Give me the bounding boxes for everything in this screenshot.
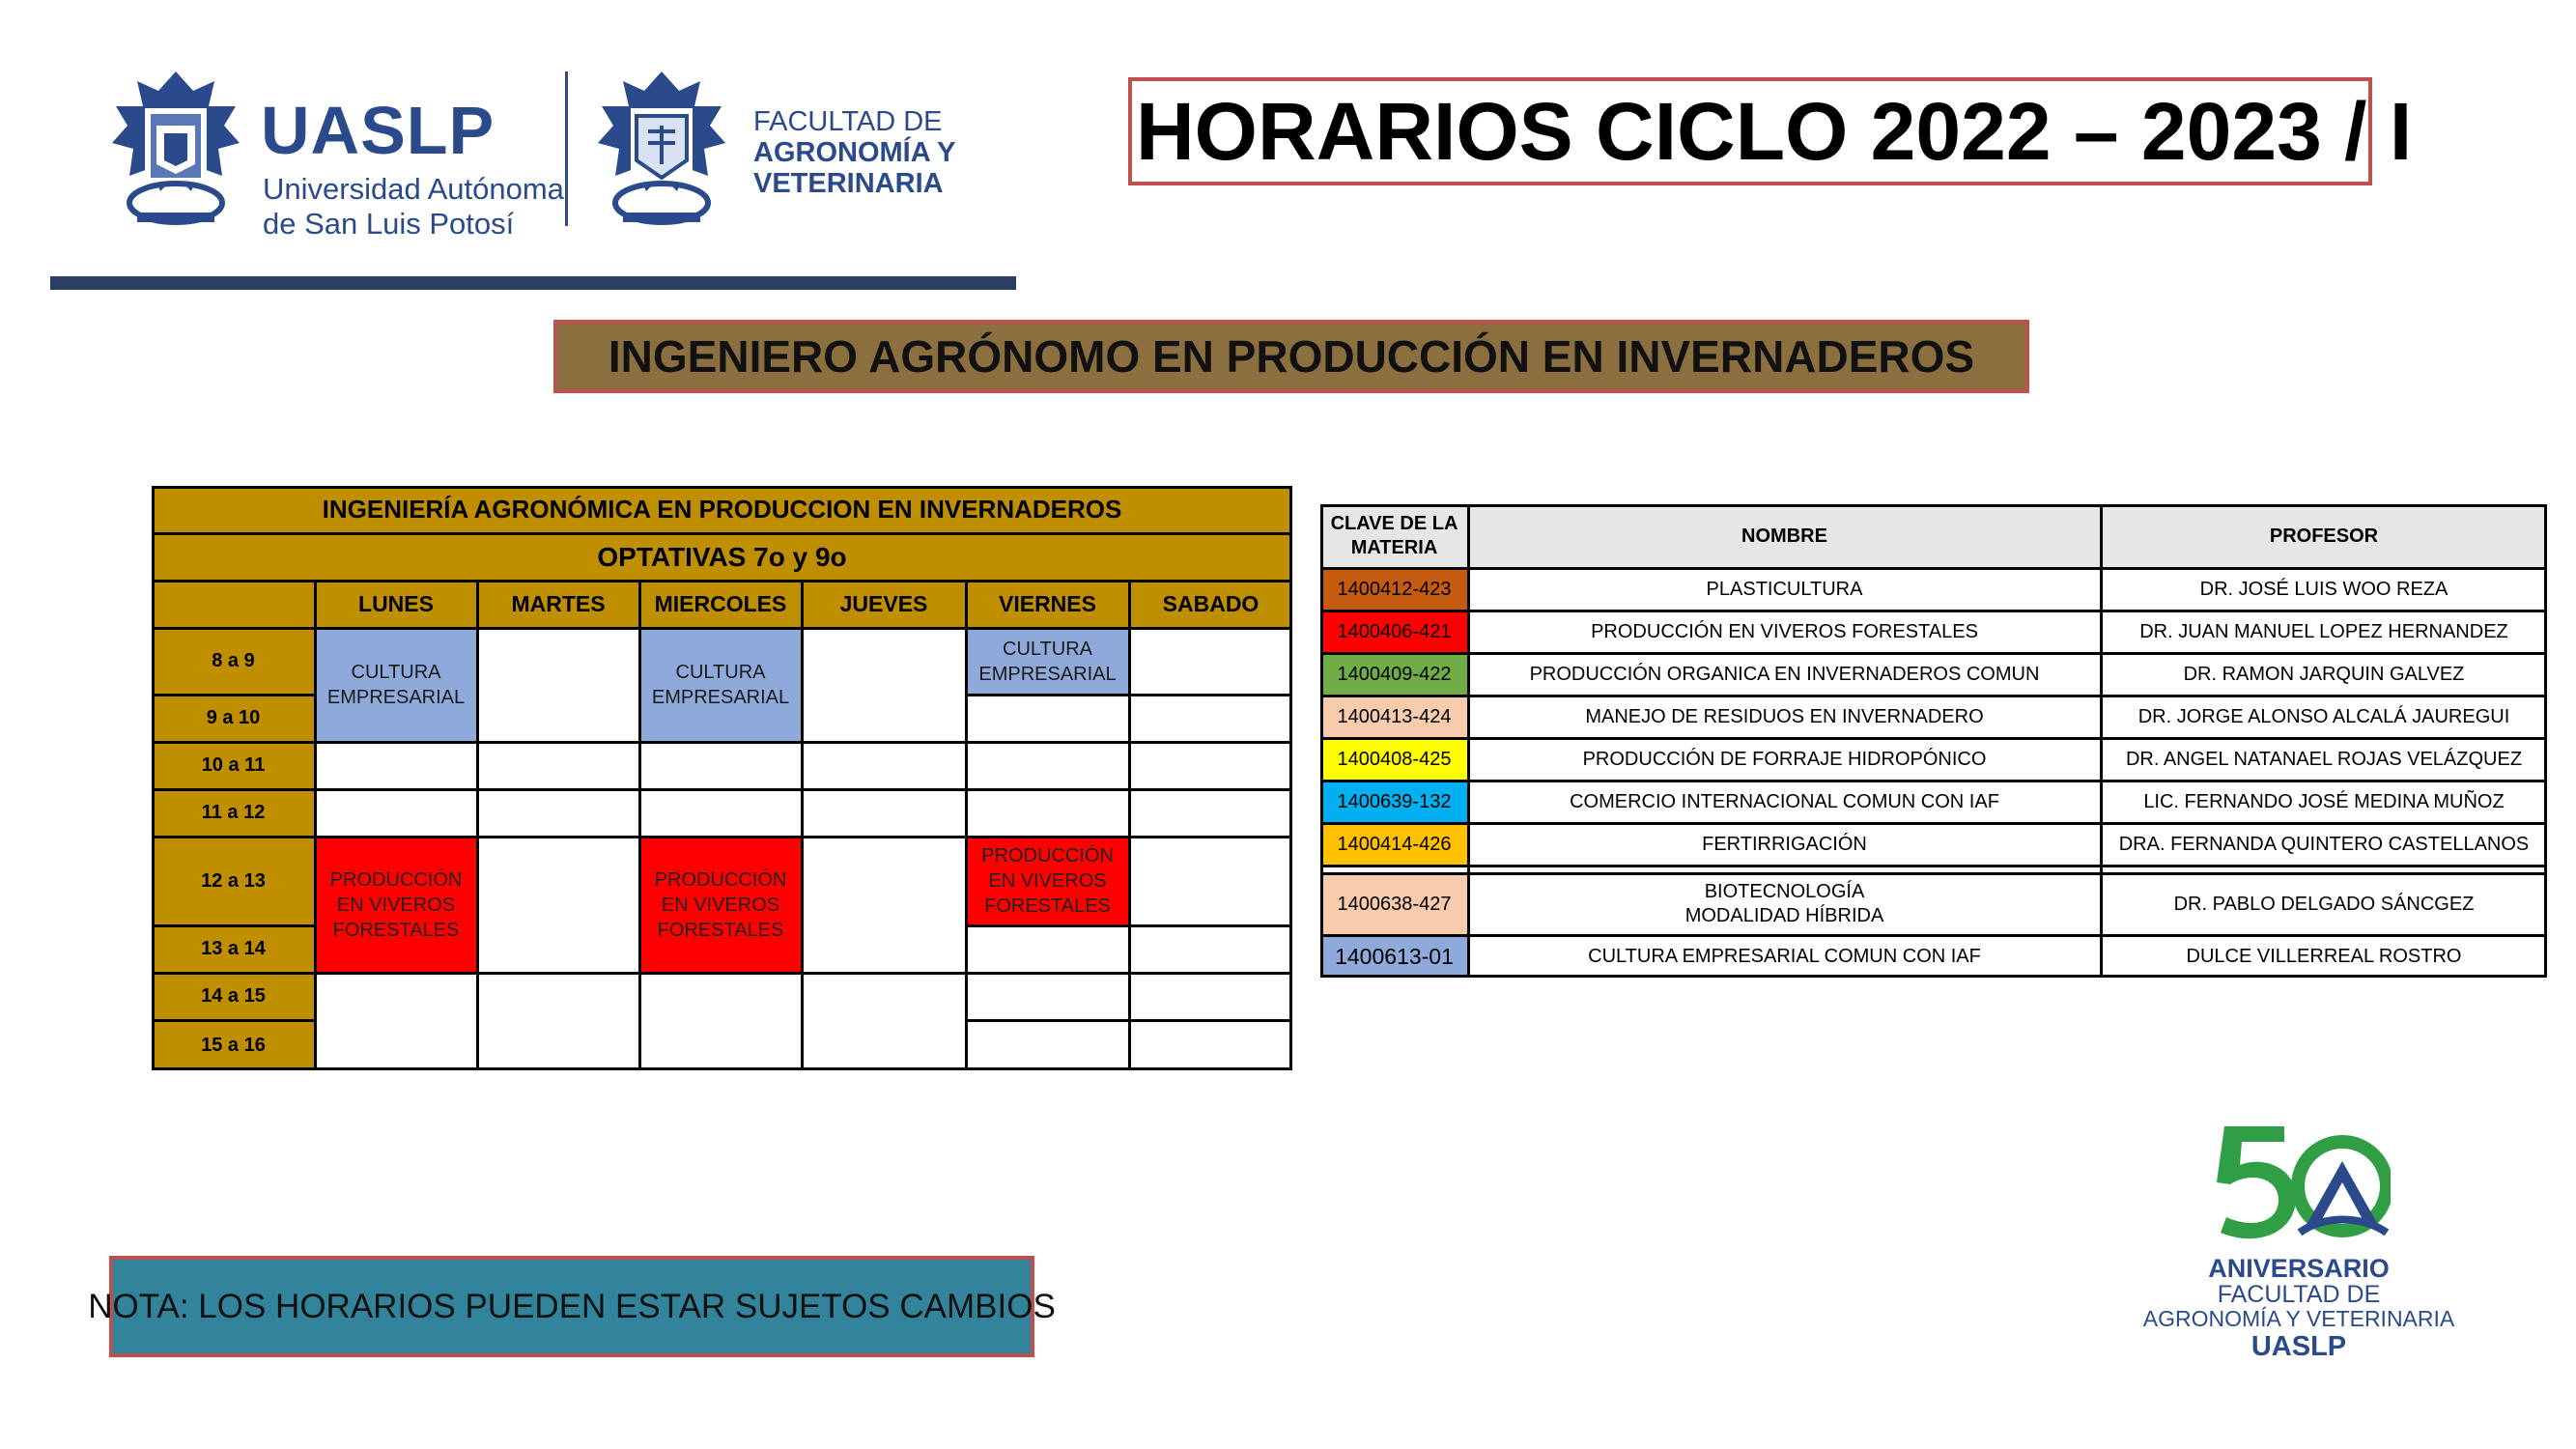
- day-header: LUNES: [315, 581, 477, 628]
- uaslp-acronym: UASLP: [261, 93, 495, 168]
- time-label: 8 a 9: [152, 628, 315, 695]
- grid-line: [1320, 504, 1323, 978]
- grid-line: [152, 580, 1292, 582]
- course-code: 1400408-425: [1320, 738, 1468, 781]
- grid-line: [152, 694, 315, 696]
- schedule-subtitle: OPTATIVAS 7o y 9o: [152, 533, 1292, 581]
- course-professor: DRA. FERNANDA QUINTERO CASTELLANOS: [2118, 833, 2530, 855]
- class-cultura-lunes: CULTURA EMPRESARIAL: [315, 628, 477, 742]
- time-label: 12 a 13: [152, 837, 315, 925]
- course-professor: LIC. FERNANDO JOSÉ MEDINA MUÑOZ: [2143, 790, 2505, 812]
- course-table: [1320, 504, 2547, 978]
- anniversary-line1: ANIVERSARIO: [2208, 1254, 2390, 1283]
- time-label: 11 a 12: [152, 789, 315, 837]
- course-professor: DR. PABLO DELGADO SÁNCGEZ: [2173, 893, 2475, 915]
- grid-line: [152, 486, 1292, 489]
- grid-line: [2100, 504, 2103, 978]
- course-professor: DR. JUAN MANUEL LOPEZ HERNANDEZ: [2139, 620, 2508, 642]
- day-header: VIERNES: [966, 581, 1129, 628]
- anniversary-50-icon: [2207, 1119, 2391, 1254]
- course-name: FERTIRRIGACIÓN: [1702, 833, 1867, 855]
- grid-line: [1320, 695, 2547, 697]
- course-code: 1400406-421: [1320, 611, 1468, 653]
- class-produccion-viernes: PRODUCCIÓN EN VIVEROS FORESTALES: [966, 837, 1129, 925]
- grid-line: [152, 972, 1292, 975]
- grid-line: [152, 1067, 1292, 1070]
- course-name: MANEJO DE RESIDUOS EN INVERNADERO: [1585, 705, 1984, 727]
- grid-line: [1320, 975, 2547, 978]
- grid-line: [1320, 567, 2547, 570]
- schedule-corner: [152, 581, 315, 628]
- day-header: SABADO: [1129, 581, 1292, 628]
- course-name: PRODUCCIÓN ORGANICA EN INVERNADEROS COMUN: [1529, 663, 2040, 685]
- grid-line: [152, 532, 1292, 535]
- grid-line: [1320, 865, 2547, 867]
- course-header-nombre: NOMBRE: [1468, 504, 2101, 568]
- grid-line: [152, 788, 1292, 791]
- page-title-box: [1128, 77, 2413, 185]
- uaslp-crest-icon: [108, 68, 243, 232]
- course-professor: DR. JORGE ALONSO ALCALÁ JAUREGUI: [2137, 705, 2510, 727]
- time-label: 15 a 16: [152, 1020, 315, 1070]
- course-name: PRODUCCIÓN EN VIVEROS FORESTALES: [1591, 620, 1978, 642]
- anniversary-line2: FACULTAD DE: [2217, 1281, 2381, 1308]
- course-professor: DR. JOSÉ LUIS WOO REZA: [2199, 578, 2449, 600]
- time-label: 9 a 10: [152, 695, 315, 742]
- page-title: HORARIOS CICLO 2022 – 2023 / I: [1136, 85, 2413, 177]
- anniversary-line3: AGRONOMÍA Y VETERINARIA: [2142, 1306, 2455, 1331]
- grid-line: [152, 486, 155, 1070]
- grid-line: [152, 627, 1292, 630]
- course-code: 1400412-423: [1320, 568, 1468, 611]
- course-code: 1400639-132: [1320, 781, 1468, 823]
- grid-line: [152, 924, 315, 927]
- grid-line: [314, 580, 317, 1070]
- schedule-table: [152, 486, 1292, 1070]
- anniversary-logo: [2106, 1111, 2492, 1372]
- note-box: [88, 1256, 1056, 1357]
- grid-line: [1320, 652, 2547, 655]
- grid-line: [476, 580, 479, 1070]
- class-produccion-miercoles: PRODUCCIÓN EN VIVEROS FORESTALES: [639, 837, 802, 973]
- grid-line: [1320, 737, 2547, 740]
- day-header: MIERCOLES: [639, 581, 802, 628]
- time-label: 13 a 14: [152, 925, 315, 973]
- grid-line: [152, 836, 1292, 838]
- day-header: JUEVES: [802, 581, 966, 628]
- course-name-line2: MODALIDAD HÍBRIDA: [1684, 905, 1884, 926]
- logo-divider: [565, 71, 568, 226]
- grid-line: [638, 580, 641, 1070]
- uaslp-name: [263, 172, 564, 242]
- anniversary-line4: UASLP: [2250, 1331, 2347, 1362]
- grid-line: [965, 580, 968, 1070]
- faculty-name: [753, 106, 955, 199]
- uaslp-name-line2: de San Luis Potosí: [263, 207, 515, 241]
- note-text: NOTA: LOS HORARIOS PUEDEN ESTAR SUJETOS CAMBIOS: [88, 1287, 1056, 1325]
- time-label: 14 a 15: [152, 973, 315, 1020]
- schedule-title: INGENIERÍA AGRONÓMICA EN PRODUCCION EN INVERNADEROS: [152, 486, 1292, 533]
- course-name-line1: BIOTECNOLOGÍA: [1704, 881, 1865, 902]
- course-name: PLASTICULTURA: [1706, 578, 1863, 600]
- program-name: INGENIERO AGRÓNOMO EN PRODUCCIÓN EN INVERNADEROS: [608, 331, 1975, 382]
- time-label: 10 a 11: [152, 742, 315, 789]
- faculty-crest-icon: [594, 68, 729, 232]
- grid-line: [152, 1019, 315, 1022]
- course-code: 1400638-427: [1320, 873, 1468, 935]
- grid-line: [1320, 872, 2547, 875]
- grid-line: [1467, 504, 1470, 978]
- program-banner: [553, 320, 2029, 393]
- course-code: 1400413-424: [1320, 696, 1468, 738]
- grid-line: [1320, 610, 2547, 612]
- course-code: 1400414-426: [1320, 823, 1468, 866]
- grid-line: [2544, 504, 2547, 978]
- course-header-clave: CLAVE DE LA MATERIA: [1320, 504, 1468, 568]
- course-name: CULTURA EMPRESARIAL COMUN CON IAF: [1588, 945, 1981, 967]
- faculty-name-line2: AGRONOMÍA Y: [753, 137, 956, 168]
- faculty-name-line1: FACULTAD DE: [753, 106, 943, 137]
- day-header: MARTES: [477, 581, 639, 628]
- class-produccion-lunes: PRODUCCIÓN EN VIVEROS FORESTALES: [315, 837, 477, 973]
- faculty-name-line3: VETERINARIA: [753, 168, 944, 199]
- course-name: [1468, 873, 2101, 935]
- class-cultura-miercoles: CULTURA EMPRESARIAL: [639, 628, 802, 742]
- class-cultura-viernes: CULTURA EMPRESARIAL: [966, 628, 1129, 695]
- grid-line: [1320, 822, 2547, 825]
- course-code: 1400613-01: [1320, 935, 1468, 978]
- course-name: COMERCIO INTERNACIONAL COMUN CON IAF: [1570, 790, 1999, 812]
- grid-line: [1320, 504, 2547, 507]
- course-professor: DULCE VILLERREAL ROSTRO: [2186, 945, 2462, 967]
- course-professor: DR. RAMON JARQUIN GALVEZ: [2183, 663, 2465, 685]
- course-header-profesor: PROFESOR: [2101, 504, 2547, 568]
- course-professor: DR. ANGEL NATANAEL ROJAS VELÁZQUEZ: [2125, 748, 2523, 770]
- header-underline: [50, 276, 1016, 290]
- uaslp-logo: [108, 68, 564, 241]
- grid-line: [1320, 934, 2547, 937]
- course-code: 1400409-422: [1320, 653, 1468, 696]
- course-name: PRODUCCIÓN DE FORRAJE HIDROPÓNICO: [1582, 748, 1987, 770]
- faculty-logo: [594, 68, 1000, 232]
- grid-line: [1128, 580, 1131, 1070]
- uaslp-name-line1: Universidad Autónoma: [263, 172, 564, 206]
- grid-line: [801, 580, 804, 1070]
- grid-line: [152, 741, 1292, 744]
- grid-line: [1320, 780, 2547, 782]
- grid-line: [1289, 486, 1292, 1070]
